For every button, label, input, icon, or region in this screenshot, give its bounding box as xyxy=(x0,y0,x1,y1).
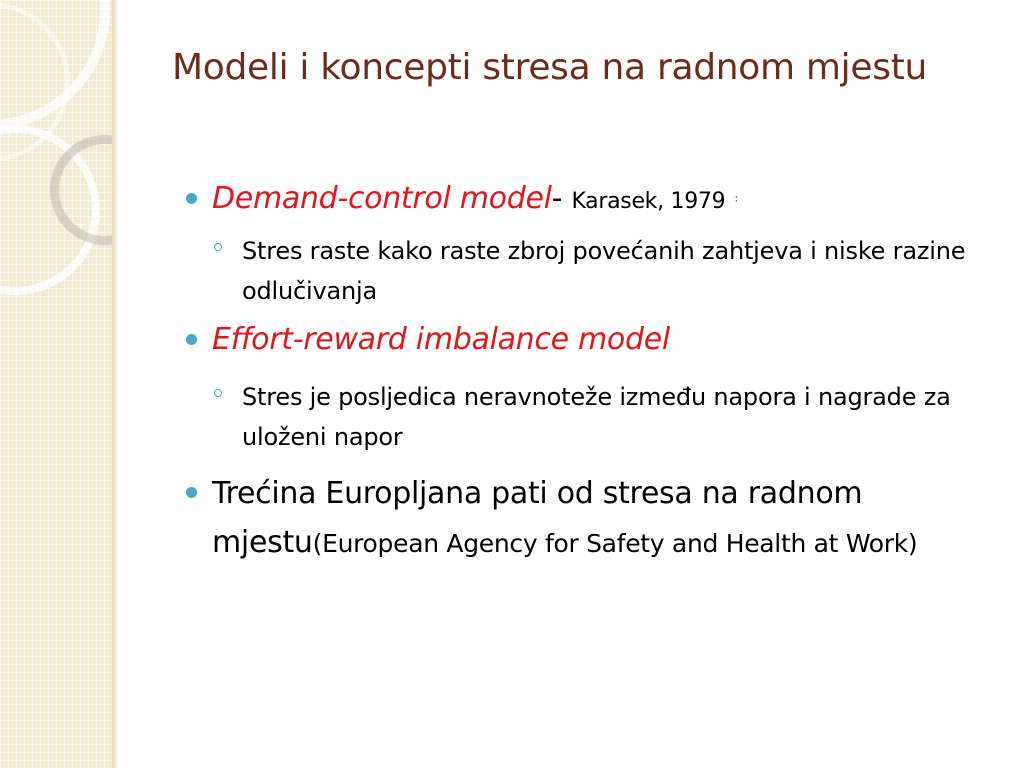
citation: Karasek, 1979 xyxy=(571,189,726,214)
sub-bullet-effort-reward xyxy=(186,377,996,457)
decorative-side-panel xyxy=(0,0,112,768)
bullet-dot-icon xyxy=(186,334,197,345)
decorative-ring xyxy=(0,0,110,130)
statistic-text: Trećina Europljana pati od stresa na radnom mjestu xyxy=(212,476,863,560)
bullet-dot-icon xyxy=(186,193,197,204)
model-name: Effort-reward imbalance model xyxy=(212,322,670,357)
bullet-statistic xyxy=(186,469,996,568)
source-citation: (European Agency for Safety and Health at Work) xyxy=(312,529,918,558)
bullet-dot-icon xyxy=(186,487,197,498)
sub-bullet-ring-icon xyxy=(214,243,222,251)
citation-mark: : xyxy=(734,193,738,205)
sub-bullet-demand-control xyxy=(186,231,996,311)
bullet-demand-control xyxy=(186,178,996,223)
sub-bullet-text: Stres raste kako raste zbroj povećanih zahtjeva i niske razine odlučivanja xyxy=(242,237,966,305)
slide-title: Modeli i koncepti stresa na radnom mjestu xyxy=(172,47,928,88)
sub-bullet-ring-icon xyxy=(214,389,222,397)
dash: - xyxy=(551,181,563,216)
panel-edge-divider xyxy=(112,0,118,768)
model-name: Demand-control model xyxy=(212,181,552,216)
slide-content xyxy=(186,178,996,568)
bullet-effort-reward xyxy=(186,319,996,361)
sub-bullet-text: Stres je posljedica neravnoteže između napora i nagrade za uloženi napor xyxy=(242,383,951,451)
